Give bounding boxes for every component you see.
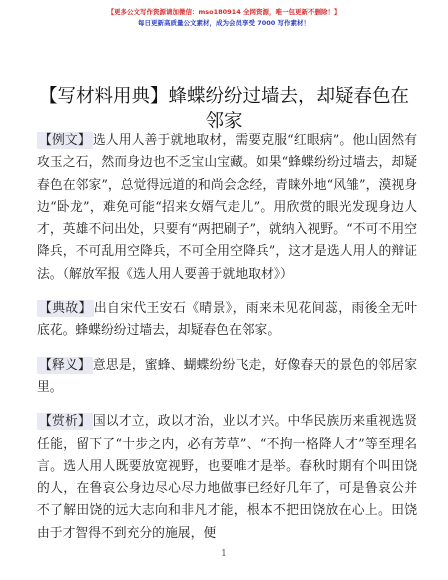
section-text: 选人用人善于就地取材，需要克服“红眼病”。他山固然有攻玉之石，然而身边也不乏宝山宝藏。如果“蜂蝶纷纷过墙去，却疑春色在邻家”，总觉得远道的和尚会念经，青睐外地“风雏”，漠视身边“卧龙”，难免可能“招来女婿气走儿”。用欣赏的眼光发现身边人才，英雄不问出处，只要有“两把刷子”，就纳入视野。“不可不用空降兵，不可乱用空降兵，不可全用空降兵”，这才是选人用人的辩证法。（解放军报《选人用人要善于就地取材》） bbox=[37, 133, 417, 282]
page-title: 【写材料用典】蜂蝶纷纷过墙去，却疑春色在邻家 bbox=[38, 86, 409, 132]
section-text: 国以才立，政以才治，业以才兴。中华民族历来重视选贤任能，留下了“十步之内，必有芳草”、“不拘一格降人才”等至理名言。选人用人既要放宽视野，也要唯才是举。春秋时期有个叫田饶的人，在鲁哀公身边尽心尽力地做事已经好几年了，可是鲁哀公并不了解田饶的远大志向和非凡才能，根本不把田饶放在心上。田饶由于才智得不到充分的施展，便 bbox=[37, 414, 418, 541]
document-body bbox=[37, 130, 417, 557]
section-tag: 【典故】 bbox=[39, 301, 92, 317]
section-text: 意思是，蜜蜂、蝴蝶纷纷飞走，好像春天的景色的邻居家里。 bbox=[37, 357, 418, 395]
section-example bbox=[37, 130, 417, 286]
section-tag: 【释义】 bbox=[39, 357, 91, 373]
section-allusion bbox=[37, 298, 417, 343]
section-tag: 【例文】 bbox=[39, 133, 91, 148]
resource-banner bbox=[0, 7, 448, 29]
section-analysis bbox=[37, 411, 417, 545]
banner-line-1: 【更多公文写作资源请加微信：mso180914 全网资源，唯一包更新不删除！】 bbox=[107, 8, 341, 16]
section-tag: 【赏析】 bbox=[39, 414, 91, 430]
page-number: 1 bbox=[221, 549, 227, 559]
section-text: 出自宋代王安石《晴景》，雨来未见花间蕊，雨後全无叶底花。蜂蝶纷纷过墙去，却疑春色在邻家。 bbox=[37, 301, 418, 339]
banner-line-2: 每日更新高质量公文素材，成为会员享受 7000 写作素材！ bbox=[137, 19, 311, 27]
section-meaning bbox=[37, 355, 417, 400]
